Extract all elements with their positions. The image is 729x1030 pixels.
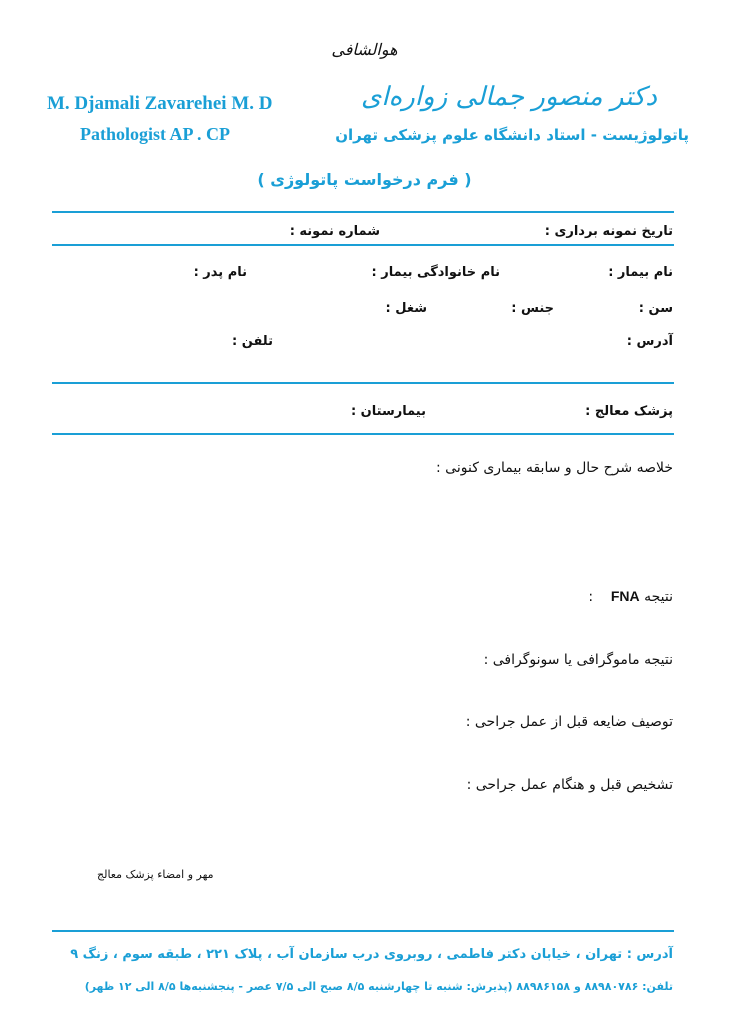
fna-prefix: نتیجه (644, 589, 673, 605)
footer-phone: تلفن: ۸۸۹۸۰۷۸۶ و ۸۸۹۸۶۱۵۸ (پذیرش: شنبه تا چهارشنبه ۸/۵ صبح الی ۷/۵ عصر - پنجشنبه‌ها ۸/۵ الی ۱۲ ظهر) (84, 980, 673, 993)
signature-label: مهر و امضاء پزشک معالج (97, 868, 214, 881)
doctor-name-persian: دکتر منصور جمالی زواره‌ای (361, 82, 657, 112)
diagnosis-section-label: تشخیص قبل و هنگام عمل جراحی : (466, 777, 673, 793)
fna-colon: : (588, 589, 594, 605)
divider-patient (52, 382, 674, 384)
divider-footer (52, 930, 674, 932)
history-section-label: خلاصه شرح حال و سابقه بیماری کنونی : (436, 460, 673, 476)
gender-label: جنس : (511, 301, 554, 316)
divider-top (52, 211, 674, 213)
divider-sample (52, 244, 674, 246)
physician-label: پزشک معالج : (585, 404, 673, 419)
invocation-text: هوالشافی (331, 40, 398, 59)
doctor-title-english: Pathologist AP . CP (80, 124, 231, 144)
divider-physician (52, 433, 674, 435)
occupation-label: شغل : (385, 301, 427, 316)
patient-name-label: نام بیمار : (608, 265, 673, 280)
imaging-section-label: نتیجه ماموگرافی یا سونوگرافی : (483, 652, 673, 668)
phone-label: تلفن : (232, 334, 273, 349)
sampling-date-label: تاریخ نمونه برداری : (544, 224, 673, 239)
hospital-label: بیمارستان : (350, 404, 426, 419)
fna-section-label (588, 588, 673, 605)
doctor-title-persian: پاتولوژیست - استاد دانشگاه علوم پزشکی تهران (335, 126, 689, 144)
patient-family-label: نام خانوادگی بیمار : (371, 265, 500, 280)
age-label: سن : (638, 301, 673, 316)
footer-address: آدرس : تهران ، خیابان دکتر فاطمی ، روبروی درب سازمان آب ، پلاک ۲۲۱ ، طبقه سوم ، زنگ ۹ (70, 947, 673, 962)
fna-term: FNA (610, 588, 640, 604)
form-title: ( فرم درخواست پاتولوژی ) (257, 170, 472, 189)
father-name-label: نام پدر : (193, 265, 247, 280)
sample-number-label: شماره نمونه : (289, 224, 380, 239)
doctor-name-english: M. Djamali Zavarehei M. D (47, 93, 273, 114)
lesion-description-label: توصیف ضایعه قبل از عمل جراحی : (465, 714, 673, 730)
address-label: آدرس : (626, 334, 673, 349)
